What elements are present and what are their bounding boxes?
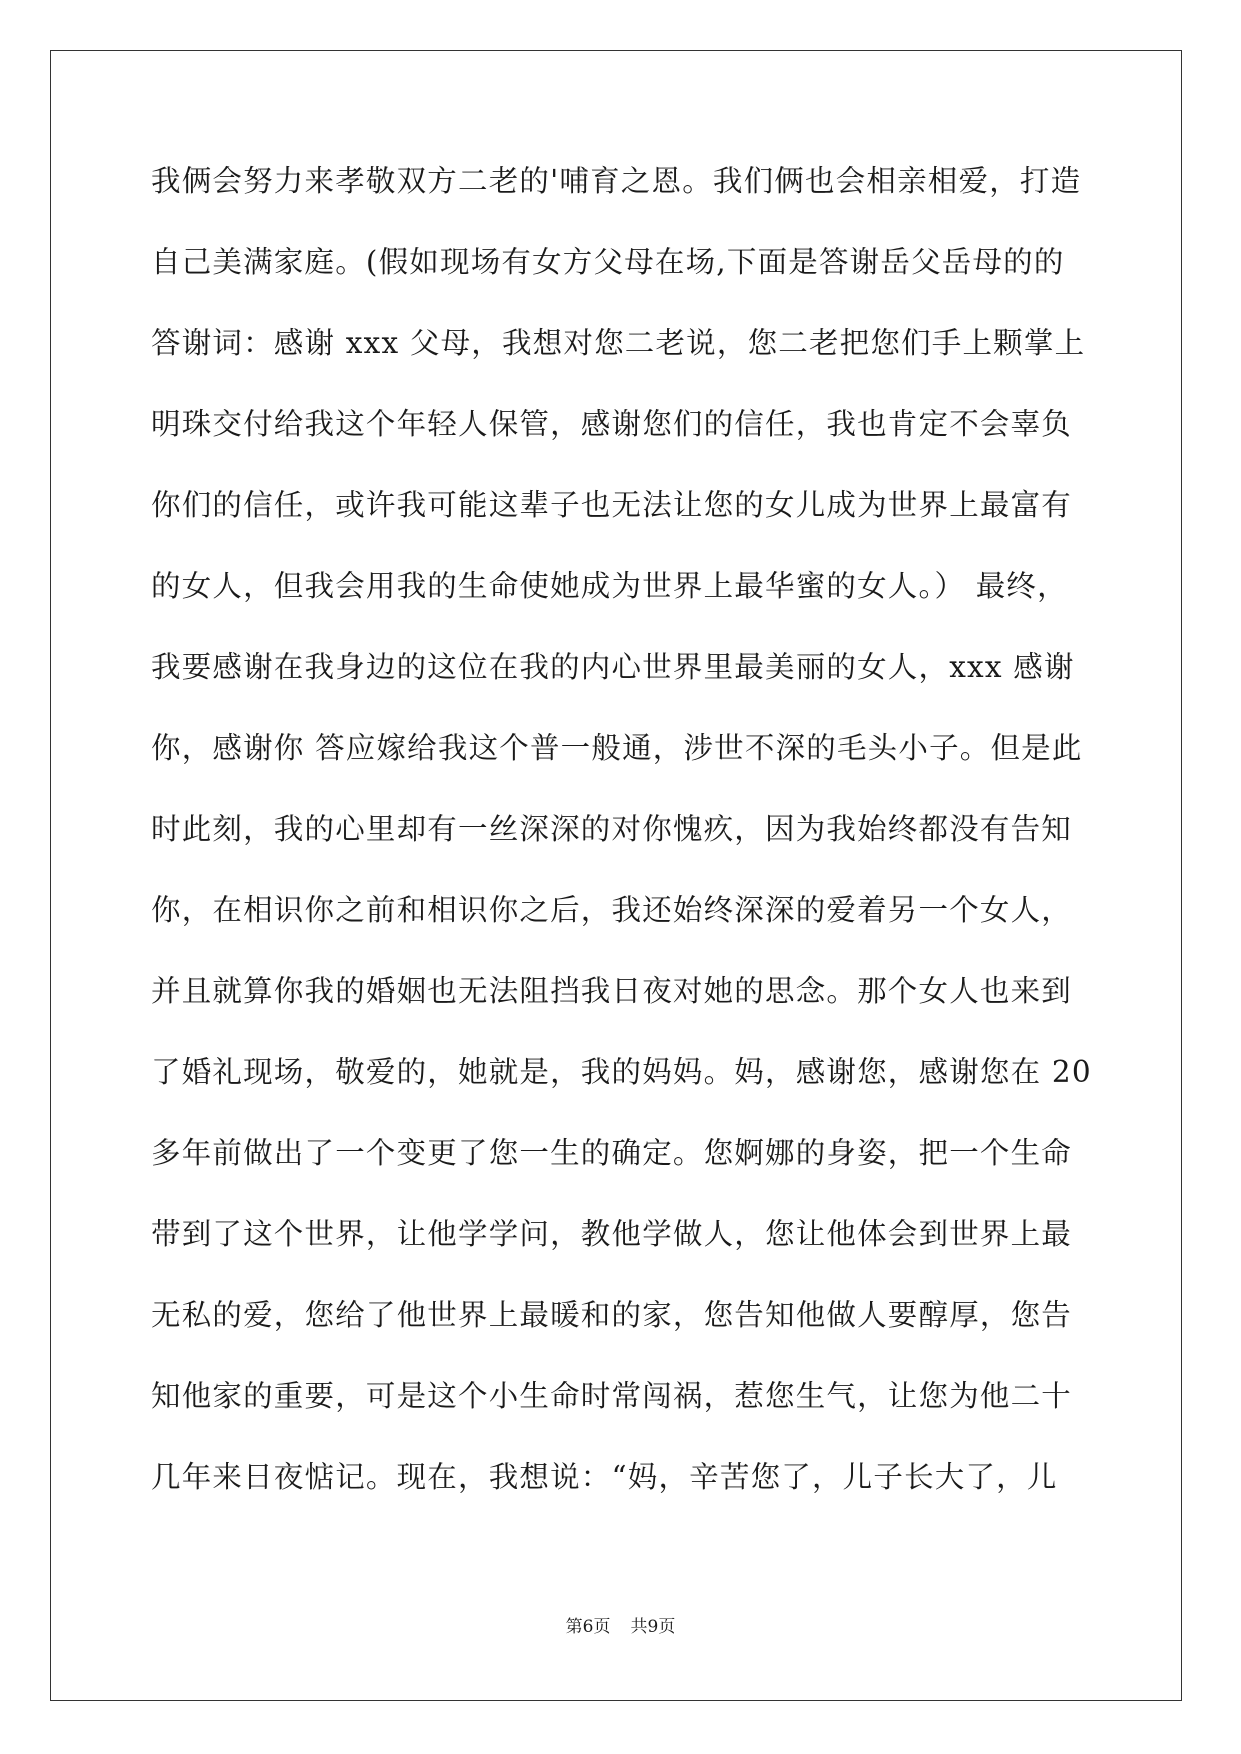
text-line: 你们的信任，或许我可能这辈子也无法让您的女儿成为世界上最富有 <box>151 488 1073 522</box>
text-line: 你，在相识你之前和相识你之后，我还始终深深的爱着另一个女人， <box>151 893 1073 927</box>
text-line: 自己美满家庭。(假如现场有女方父母在场,下面是答谢岳父岳母的的 <box>151 245 1065 279</box>
text-line: 答谢词：感谢 xxx 父母，我想对您二老说，您二老把您们手上颗掌上 <box>151 326 1086 360</box>
text-line: 我俩会努力来孝敬双方二老的'哺育之恩。我们俩也会相亲相爱，打造 <box>151 164 1082 198</box>
text-line: 我要感谢在我身边的这位在我的内心世界里最美丽的女人，xxx 感谢 <box>151 650 1075 684</box>
text-line: 时此刻，我的心里却有一丝深深的对你愧疚，因为我始终都没有告知 <box>151 812 1073 846</box>
text-line: 带到了这个世界，让他学学问，教他学做人，您让他体会到世界上最 <box>151 1217 1073 1251</box>
document-body <box>151 163 1092 1540</box>
text-line: 你，感谢你 答应嫁给我这个普一般通，涉世不深的毛头小子。但是此 <box>151 731 1083 765</box>
text-line: 知他家的重要，可是这个小生命时常闯祸，惹您生气，让您为他二十 <box>151 1379 1073 1413</box>
text-line: 了婚礼现场，敬爱的，她就是，我的妈妈。妈，感谢您，感谢您在 20 <box>151 1055 1092 1089</box>
page-number: 第6页 <box>565 1617 611 1637</box>
page-footer <box>0 1616 1241 1638</box>
text-line: 并且就算你我的婚姻也无法阻挡我日夜对她的思念。那个女人也来到 <box>151 974 1073 1008</box>
text-line: 的女人，但我会用我的生命使她成为世界上最华蜜的女人。） 最终， <box>151 569 1068 603</box>
text-line: 几年来日夜惦记。现在，我想说：“妈，辛苦您了，儿子长大了，儿 <box>151 1460 1058 1494</box>
text-line: 无私的爱，您给了他世界上最暖和的家，您告知他做人要醇厚，您告 <box>151 1298 1073 1332</box>
text-line: 明珠交付给我这个年轻人保管，感谢您们的信任，我也肯定不会辜负 <box>151 407 1073 441</box>
page-total: 共9页 <box>630 1617 676 1637</box>
text-line: 多年前做出了一个变更了您一生的确定。您婀娜的身姿，把一个生命 <box>151 1136 1073 1170</box>
